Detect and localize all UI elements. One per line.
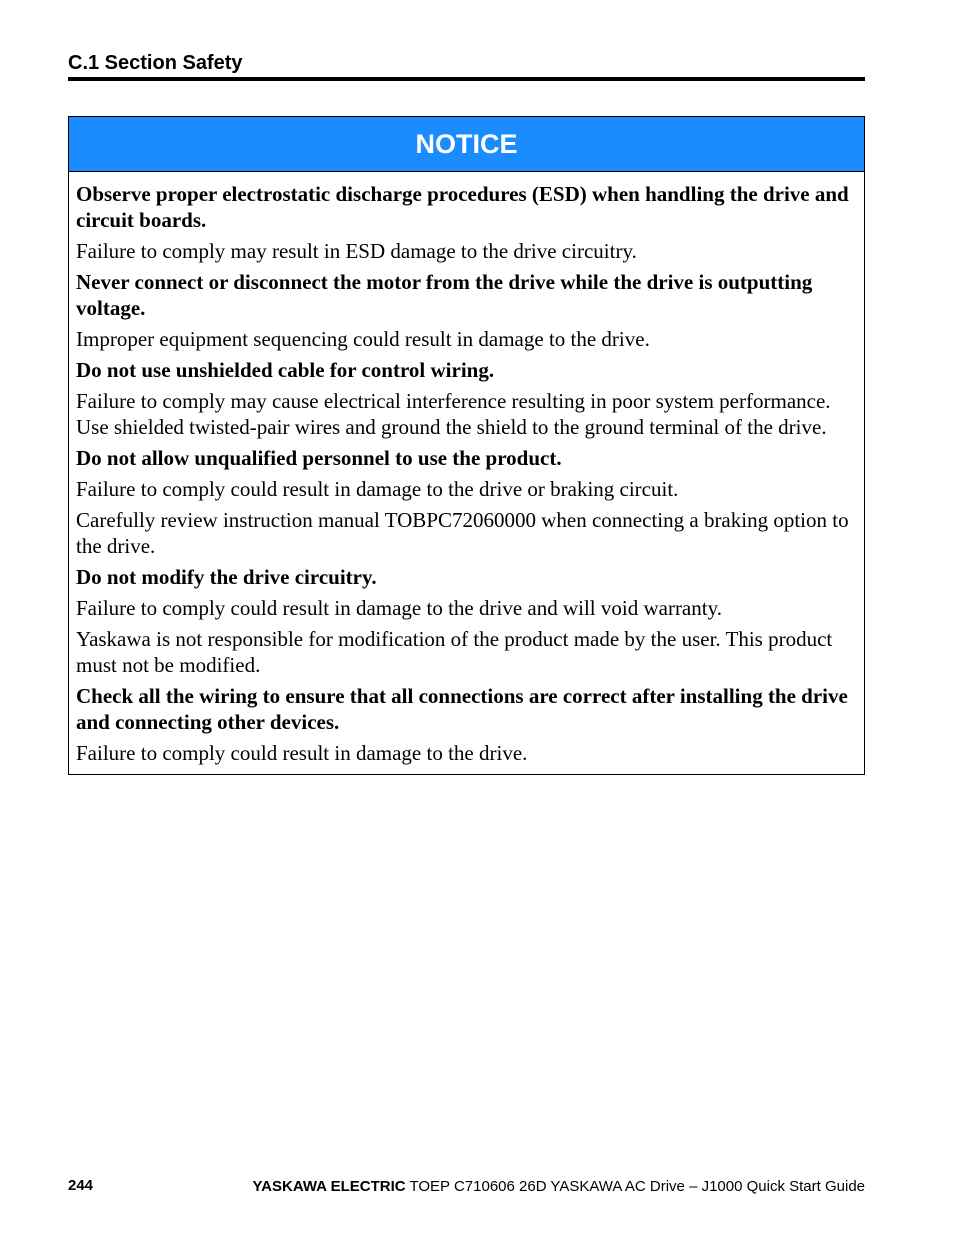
notice-paragraph: Yaskawa is not responsible for modification of the product made by the user. This product must not be modified. (76, 627, 833, 677)
page-number: 244 (68, 1177, 94, 1194)
notice-paragraph: Do not allow unqualified personnel to use the product. (76, 446, 562, 470)
notice-paragraph: Carefully review instruction manual TOBPC72060000 when connecting a braking option to the drive. (76, 508, 849, 558)
notice-body (69, 172, 864, 774)
notice-heading: NOTICE (69, 117, 864, 172)
notice-box (68, 116, 865, 775)
footer-brand: YASKAWA ELECTRIC (252, 1178, 406, 1195)
section-title: C.1 Section Safety (68, 52, 243, 74)
notice-paragraph: Failure to comply could result in damage to the drive and will void warranty. (76, 596, 722, 620)
notice-paragraph: Failure to comply may result in ESD damage to the drive circuitry. (76, 239, 637, 263)
header-rule (68, 77, 865, 81)
notice-paragraph: Check all the wiring to ensure that all connections are correct after installing the drive and connecting other devices. (76, 684, 848, 734)
notice-paragraph: Observe proper electrostatic discharge procedures (ESD) when handling the drive and circuit boards. (76, 182, 849, 232)
notice-paragraph: Do not use unshielded cable for control wiring. (76, 358, 495, 382)
footer-guide-title (253, 1178, 865, 1195)
notice-paragraph: Do not modify the drive circuitry. (76, 565, 377, 589)
notice-paragraph: Improper equipment sequencing could result in damage to the drive. (76, 327, 650, 351)
notice-paragraph: Failure to comply may cause electrical interference resulting in poor system performance. Use shielded twisted-pair wires and ground the shield to the ground terminal of the drive. (76, 389, 831, 439)
footer-guide-text: TOEP C710606 26D YASKAWA AC Drive – J1000 Quick Start Guide (405, 1178, 865, 1195)
notice-paragraph: Failure to comply could result in damage to the drive or braking circuit. (76, 477, 679, 501)
notice-paragraph: Failure to comply could result in damage to the drive. (76, 741, 528, 765)
notice-paragraph: Never connect or disconnect the motor from the drive while the drive is outputting voltage. (76, 270, 813, 320)
